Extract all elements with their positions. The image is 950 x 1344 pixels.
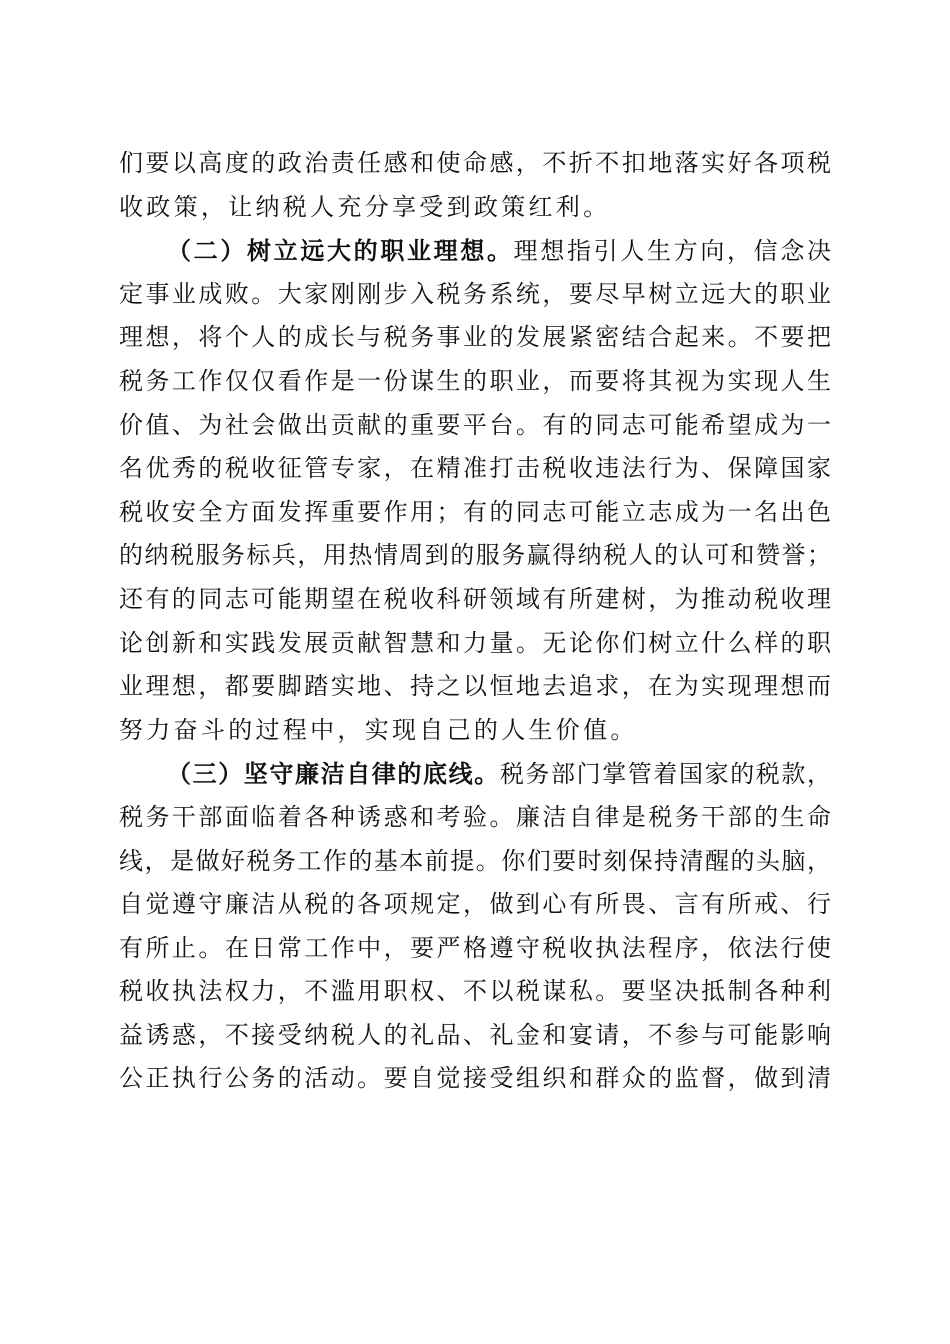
para3-first-line-rest: 税务部门掌管着国家的税款， [499, 760, 832, 789]
para3-line: 自觉遵守廉洁从税的各项规定，做到心有所畏、言有所戒、行 [119, 890, 831, 919]
para3-line: 税收执法权力，不滥用职权、不以税谋私。要坚决抵制各种利 [119, 977, 831, 1006]
para2-line: 定事业成败。大家刚刚步入税务系统，要尽早树立远大的职业 [119, 279, 831, 308]
body-text [119, 142, 831, 1101]
para2-line: 税收安全方面发挥重要作用；有的同志可能立志成为一名出色 [119, 497, 831, 526]
para3-line: 线，是做好税务工作的基本前提。你们要时刻保持清醒的头脑， [119, 846, 831, 875]
para2-line: 理想，将个人的成长与税务事业的发展紧密结合起来。不要把 [119, 323, 831, 352]
para2-line: 名优秀的税收征管专家，在精准打击税收违法行为、保障国家 [119, 454, 831, 483]
para3-line: 有所止。在日常工作中，要严格遵守税收执法程序，依法行使 [119, 933, 831, 962]
para3-line: 公正执行公务的活动。要自觉接受组织和群众的监督，做到清 [119, 1064, 831, 1093]
para2-line: 论创新和实践发展贡献智慧和力量。无论你们树立什么样的职 [119, 628, 831, 657]
para2-line: 价值、为社会做出贡献的重要平台。有的同志可能希望成为一 [119, 410, 831, 439]
para3-heading: （三）坚守廉洁自律的底线。 [167, 759, 500, 789]
para3-line: 益诱惑，不接受纳税人的礼品、礼金和宴请，不参与可能影响 [119, 1020, 831, 1049]
para2-last-line: 努力奋斗的过程中，实现自己的人生价值。 [119, 715, 638, 744]
para2-first-line-rest: 理想指引人生方向，信念决 [513, 237, 832, 266]
para3-first-line [119, 752, 831, 796]
para1-line-1: 们要以高度的政治责任感和使命感，不折不扣地落实好各项税 [119, 149, 831, 177]
para1-line-2: 收政策，让纳税人充分享受到政策红利。 [119, 192, 611, 221]
para3-line: 税务干部面临着各种诱惑和考验。廉洁自律是税务干部的生命 [119, 802, 831, 831]
para2-line: 还有的同志可能期望在税收科研领域有所建树，为推动税收理 [119, 584, 831, 613]
para2-line: 业理想，都要脚踏实地、持之以恒地去追求，在为实现理想而 [119, 672, 831, 701]
para2-line: 的纳税服务标兵，用热情周到的服务赢得纳税人的认可和赞誉； [119, 541, 831, 570]
para2-first-line [119, 229, 831, 273]
para2-heading: （二）树立远大的职业理想。 [167, 236, 514, 266]
para2-line: 税务工作仅仅看作是一份谋生的职业，而要将其视为实现人生 [119, 366, 831, 395]
